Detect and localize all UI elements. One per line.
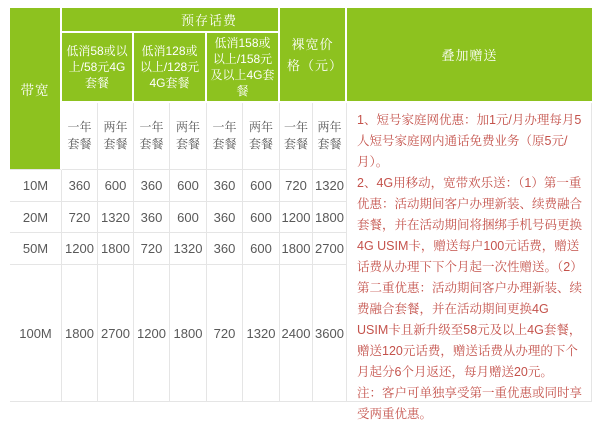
price-cell: 600 bbox=[98, 170, 134, 202]
term-header-tier158-1yr: 一年套餐 bbox=[207, 103, 243, 170]
term-header-tier158-2yr: 两年套餐 bbox=[243, 103, 280, 170]
term-header-tier58-1yr: 一年套餐 bbox=[62, 103, 98, 170]
price-cell: 1200 bbox=[62, 233, 98, 265]
header-prepaid-fee: 预存话费 bbox=[62, 8, 280, 33]
price-cell: 1320 bbox=[170, 233, 207, 265]
price-cell: 2700 bbox=[313, 233, 347, 265]
header-tier-158: 低消158或以上/158元及以上4G套餐 bbox=[207, 33, 280, 103]
price-cell: 1200 bbox=[280, 202, 313, 233]
price-cell: 600 bbox=[170, 202, 207, 233]
price-cell: 360 bbox=[207, 202, 243, 233]
row-label-100m: 100M bbox=[10, 265, 62, 402]
term-header-tier58-2yr: 两年套餐 bbox=[98, 103, 134, 170]
row-label-10m: 10M bbox=[10, 170, 62, 202]
header-tier-128: 低消128或以上/128元4G套餐 bbox=[134, 33, 207, 103]
price-cell: 1800 bbox=[62, 265, 98, 402]
gift-note-3: 注：客户可单独享受第一重优惠或同时享受两重优惠。 bbox=[357, 386, 583, 421]
price-cell: 360 bbox=[134, 170, 170, 202]
price-cell: 360 bbox=[62, 170, 98, 202]
price-cell: 600 bbox=[170, 170, 207, 202]
price-cell: 600 bbox=[243, 233, 280, 265]
price-cell: 1320 bbox=[243, 265, 280, 402]
term-header-bare-2yr: 两年套餐 bbox=[313, 103, 347, 170]
price-cell: 360 bbox=[207, 170, 243, 202]
price-cell: 3600 bbox=[313, 265, 347, 402]
term-header-bare-1yr: 一年套餐 bbox=[280, 103, 313, 170]
term-header-tier128-2yr: 两年套餐 bbox=[170, 103, 207, 170]
price-cell: 1800 bbox=[280, 233, 313, 265]
price-cell: 1320 bbox=[98, 202, 134, 233]
price-cell: 1800 bbox=[313, 202, 347, 233]
price-cell: 1200 bbox=[134, 265, 170, 402]
price-cell: 600 bbox=[243, 202, 280, 233]
price-cell: 720 bbox=[62, 202, 98, 233]
price-cell: 720 bbox=[207, 265, 243, 402]
price-cell: 720 bbox=[134, 233, 170, 265]
gift-notes-cell bbox=[347, 103, 592, 421]
price-cell: 2700 bbox=[98, 265, 134, 402]
header-bare-price: 裸宽价格（元） bbox=[280, 8, 347, 103]
price-cell: 360 bbox=[134, 202, 170, 233]
price-cell: 1800 bbox=[98, 233, 134, 265]
price-cell: 1800 bbox=[170, 265, 207, 402]
header-bandwidth: 带宽 bbox=[10, 8, 62, 170]
header-tier-58: 低消58或以上/58元4G套餐 bbox=[62, 33, 134, 103]
price-cell: 720 bbox=[280, 170, 313, 202]
term-header-tier128-1yr: 一年套餐 bbox=[134, 103, 170, 170]
price-cell: 600 bbox=[243, 170, 280, 202]
gift-note-1: 1、短号家庭网优惠：加1元/月办理每月5人短号家庭网内通话免费业务（原5元/月）。 bbox=[357, 113, 582, 169]
gift-note-2: 2、4G用移动，宽带欢乐送：（1）第一重优惠：活动期间客户办理新装、续费融合套餐，并在活动期间将捆绑手机号码更换4G USIM卡，赠送每户100元话费，赠送话费从办理下下个月起一次性赠送。（2）第二重优惠：活动期间客户办理新装、续费融合套餐，并在活动期间更换4G USIM卡且新升级至58元及以上4G套餐，赠送120元话费，赠送话费从办理的下个月起分6个月返还，每月赠送20元。 bbox=[357, 176, 583, 379]
row-label-50m: 50M bbox=[10, 233, 62, 265]
price-cell: 2400 bbox=[280, 265, 313, 402]
price-cell: 360 bbox=[207, 233, 243, 265]
price-cell: 1320 bbox=[313, 170, 347, 202]
row-label-20m: 20M bbox=[10, 202, 62, 233]
broadband-price-table bbox=[10, 8, 592, 421]
header-gift: 叠加赠送 bbox=[347, 8, 592, 103]
